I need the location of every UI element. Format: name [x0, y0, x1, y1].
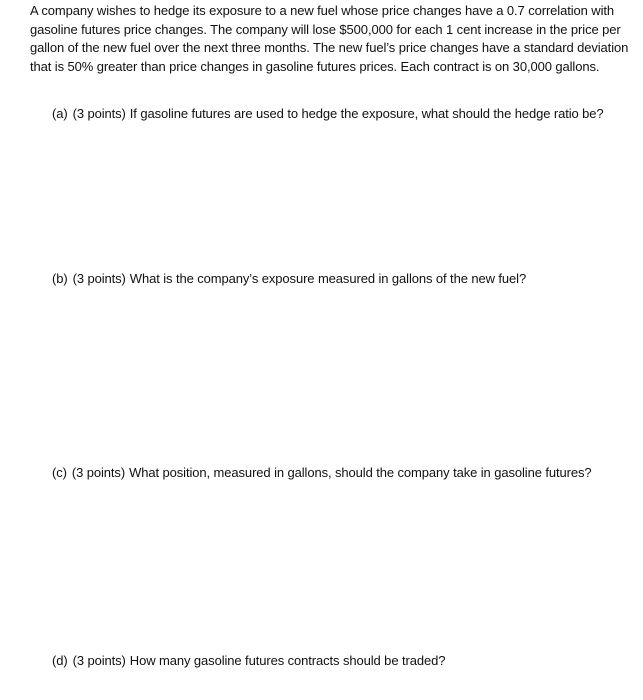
question-d-text: How many gasoline futures contracts should be traded?	[129, 653, 446, 668]
problem-statement: A company wishes to hedge its exposure to a new fuel whose price changes have a 0.7 correlation with gasoline futures price changes. The company will lose $500,000 for each 1 cent increase in the price per gallon of the new fuel over the next three months. The new fuel’s price changes have a standard deviation that is 50% greater than price changes in gasoline futures prices. Each contract is on 30,000 gallons.	[30, 3, 629, 74]
question-b-letter: (b)	[52, 271, 68, 286]
question-d	[52, 652, 637, 670]
question-d-points: (3 points)	[72, 653, 126, 668]
question-a	[52, 105, 637, 123]
question-d-letter: (d)	[52, 653, 68, 668]
question-a-points: (3 points)	[72, 106, 126, 121]
question-b	[52, 270, 637, 288]
question-a-letter: (a)	[52, 106, 68, 121]
question-c-letter: (c)	[52, 465, 67, 480]
question-b-text: What is the company’s exposure measured in gallons of the new fuel?	[129, 271, 527, 286]
question-b-points: (3 points)	[72, 271, 126, 286]
question-a-text: If gasoline futures are used to hedge the exposure, what should the hedge ratio be?	[129, 106, 604, 121]
question-c	[52, 464, 637, 482]
question-c-text: What position, measured in gallons, should the company take in gasoline futures?	[129, 465, 592, 480]
question-c-points: (3 points)	[71, 465, 126, 480]
